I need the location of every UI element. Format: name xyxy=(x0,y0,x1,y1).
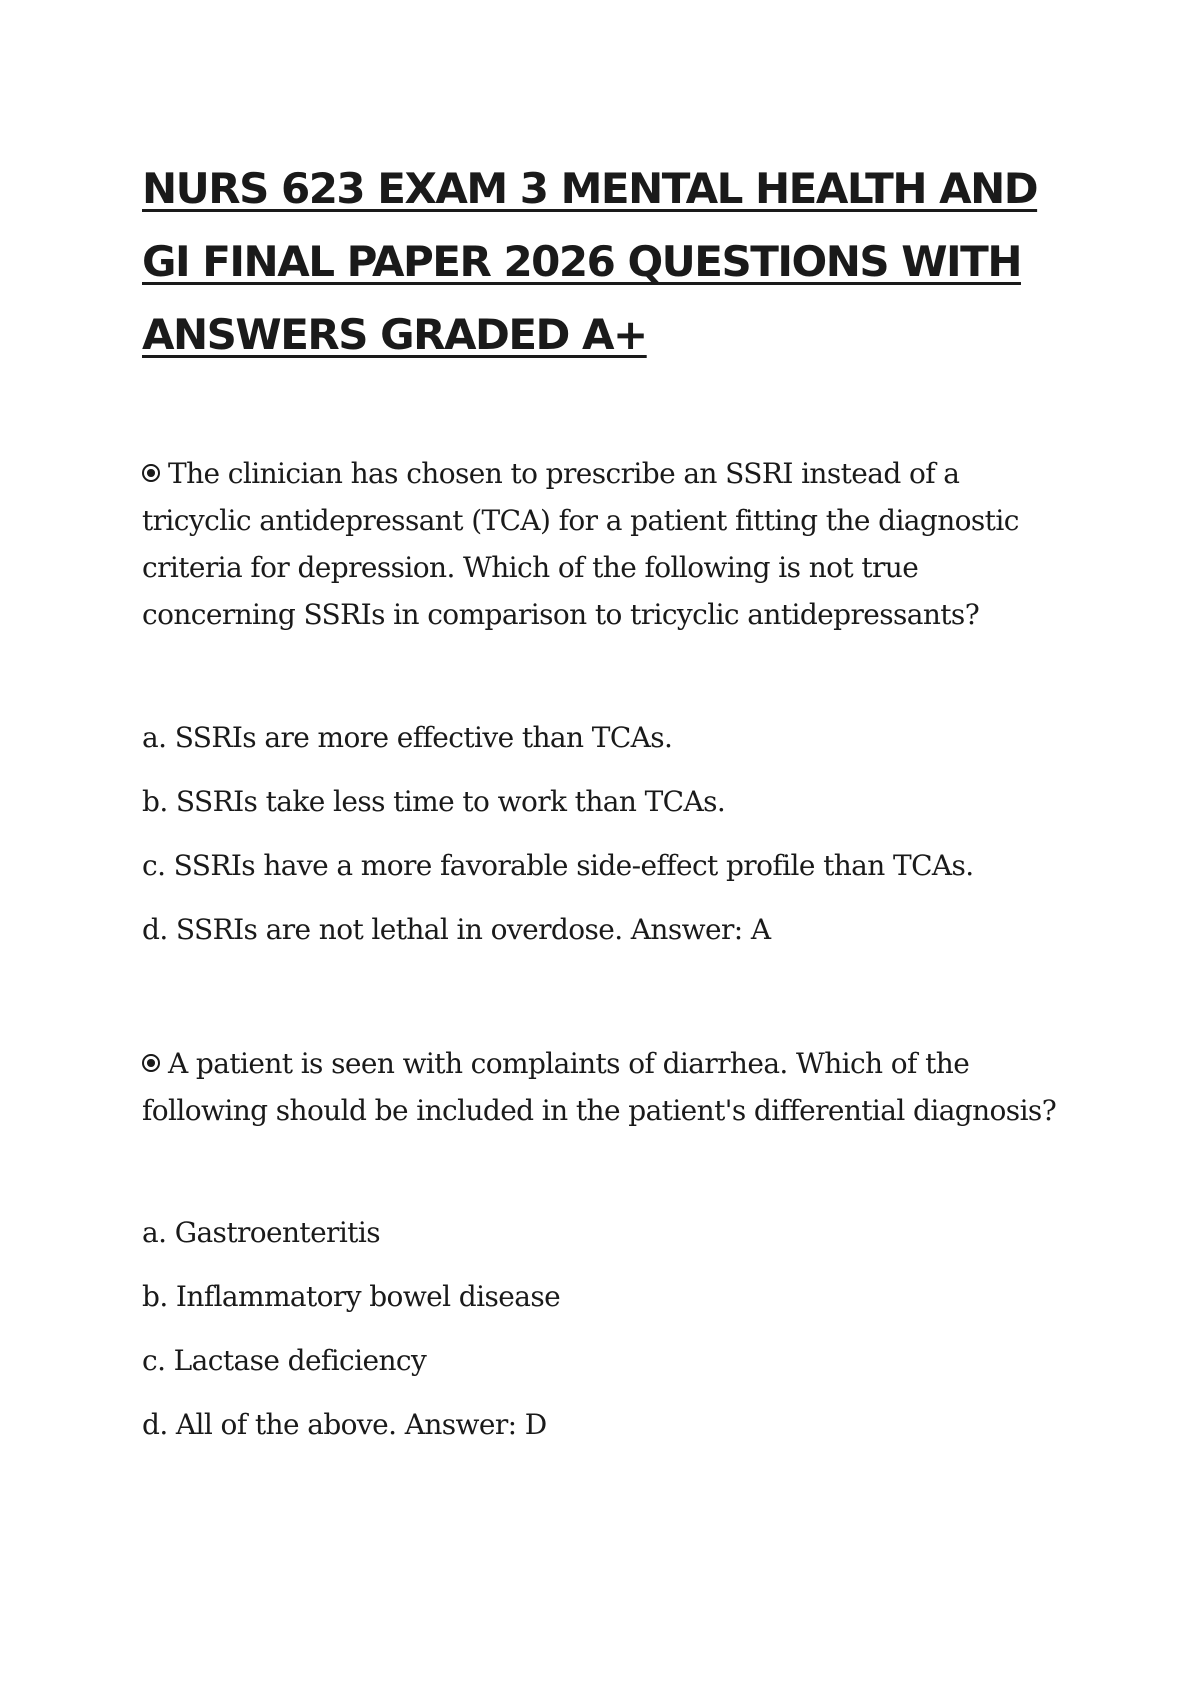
radio-bullet-icon xyxy=(142,464,160,482)
answer-option: d. All of the above. Answer: D xyxy=(142,1408,547,1441)
answer-option: b. Inflammatory bowel disease xyxy=(142,1280,561,1313)
question-2-options xyxy=(142,1213,1072,1469)
question-2-text: A patient is seen with complaints of diarrhea. Which of the following should be included in the patient's differential diagnosis? xyxy=(142,1047,1057,1127)
question-1-text: The clinician has chosen to prescribe an SSRI instead of a tricyclic antidepressant (TCA) for a patient fitting the diagnostic criteria for depression. Which of the following is not true concerning SSRIs in comparison to tricyclic antidepressants? xyxy=(142,457,1019,631)
answer-option: c. Lactase deficiency xyxy=(142,1344,427,1377)
document-title: NURS 623 EXAM 3 MENTAL HEALTH AND GI FINAL PAPER 2026 QUESTIONS WITH ANSWERS GRADED A+ xyxy=(142,164,1038,359)
radio-bullet-icon xyxy=(142,1054,160,1072)
answer-option: a. Gastroenteritis xyxy=(142,1216,380,1249)
answer-option: c. SSRIs have a more favorable side-effect profile than TCAs. xyxy=(142,849,974,882)
question-1 xyxy=(142,450,1072,638)
question-1-options xyxy=(142,718,1072,974)
answer-option: b. SSRIs take less time to work than TCAs. xyxy=(142,785,726,818)
answer-option: a. SSRIs are more effective than TCAs. xyxy=(142,721,673,754)
answer-option: d. SSRIs are not lethal in overdose. Answer: A xyxy=(142,913,771,946)
question-2 xyxy=(142,1040,1072,1134)
